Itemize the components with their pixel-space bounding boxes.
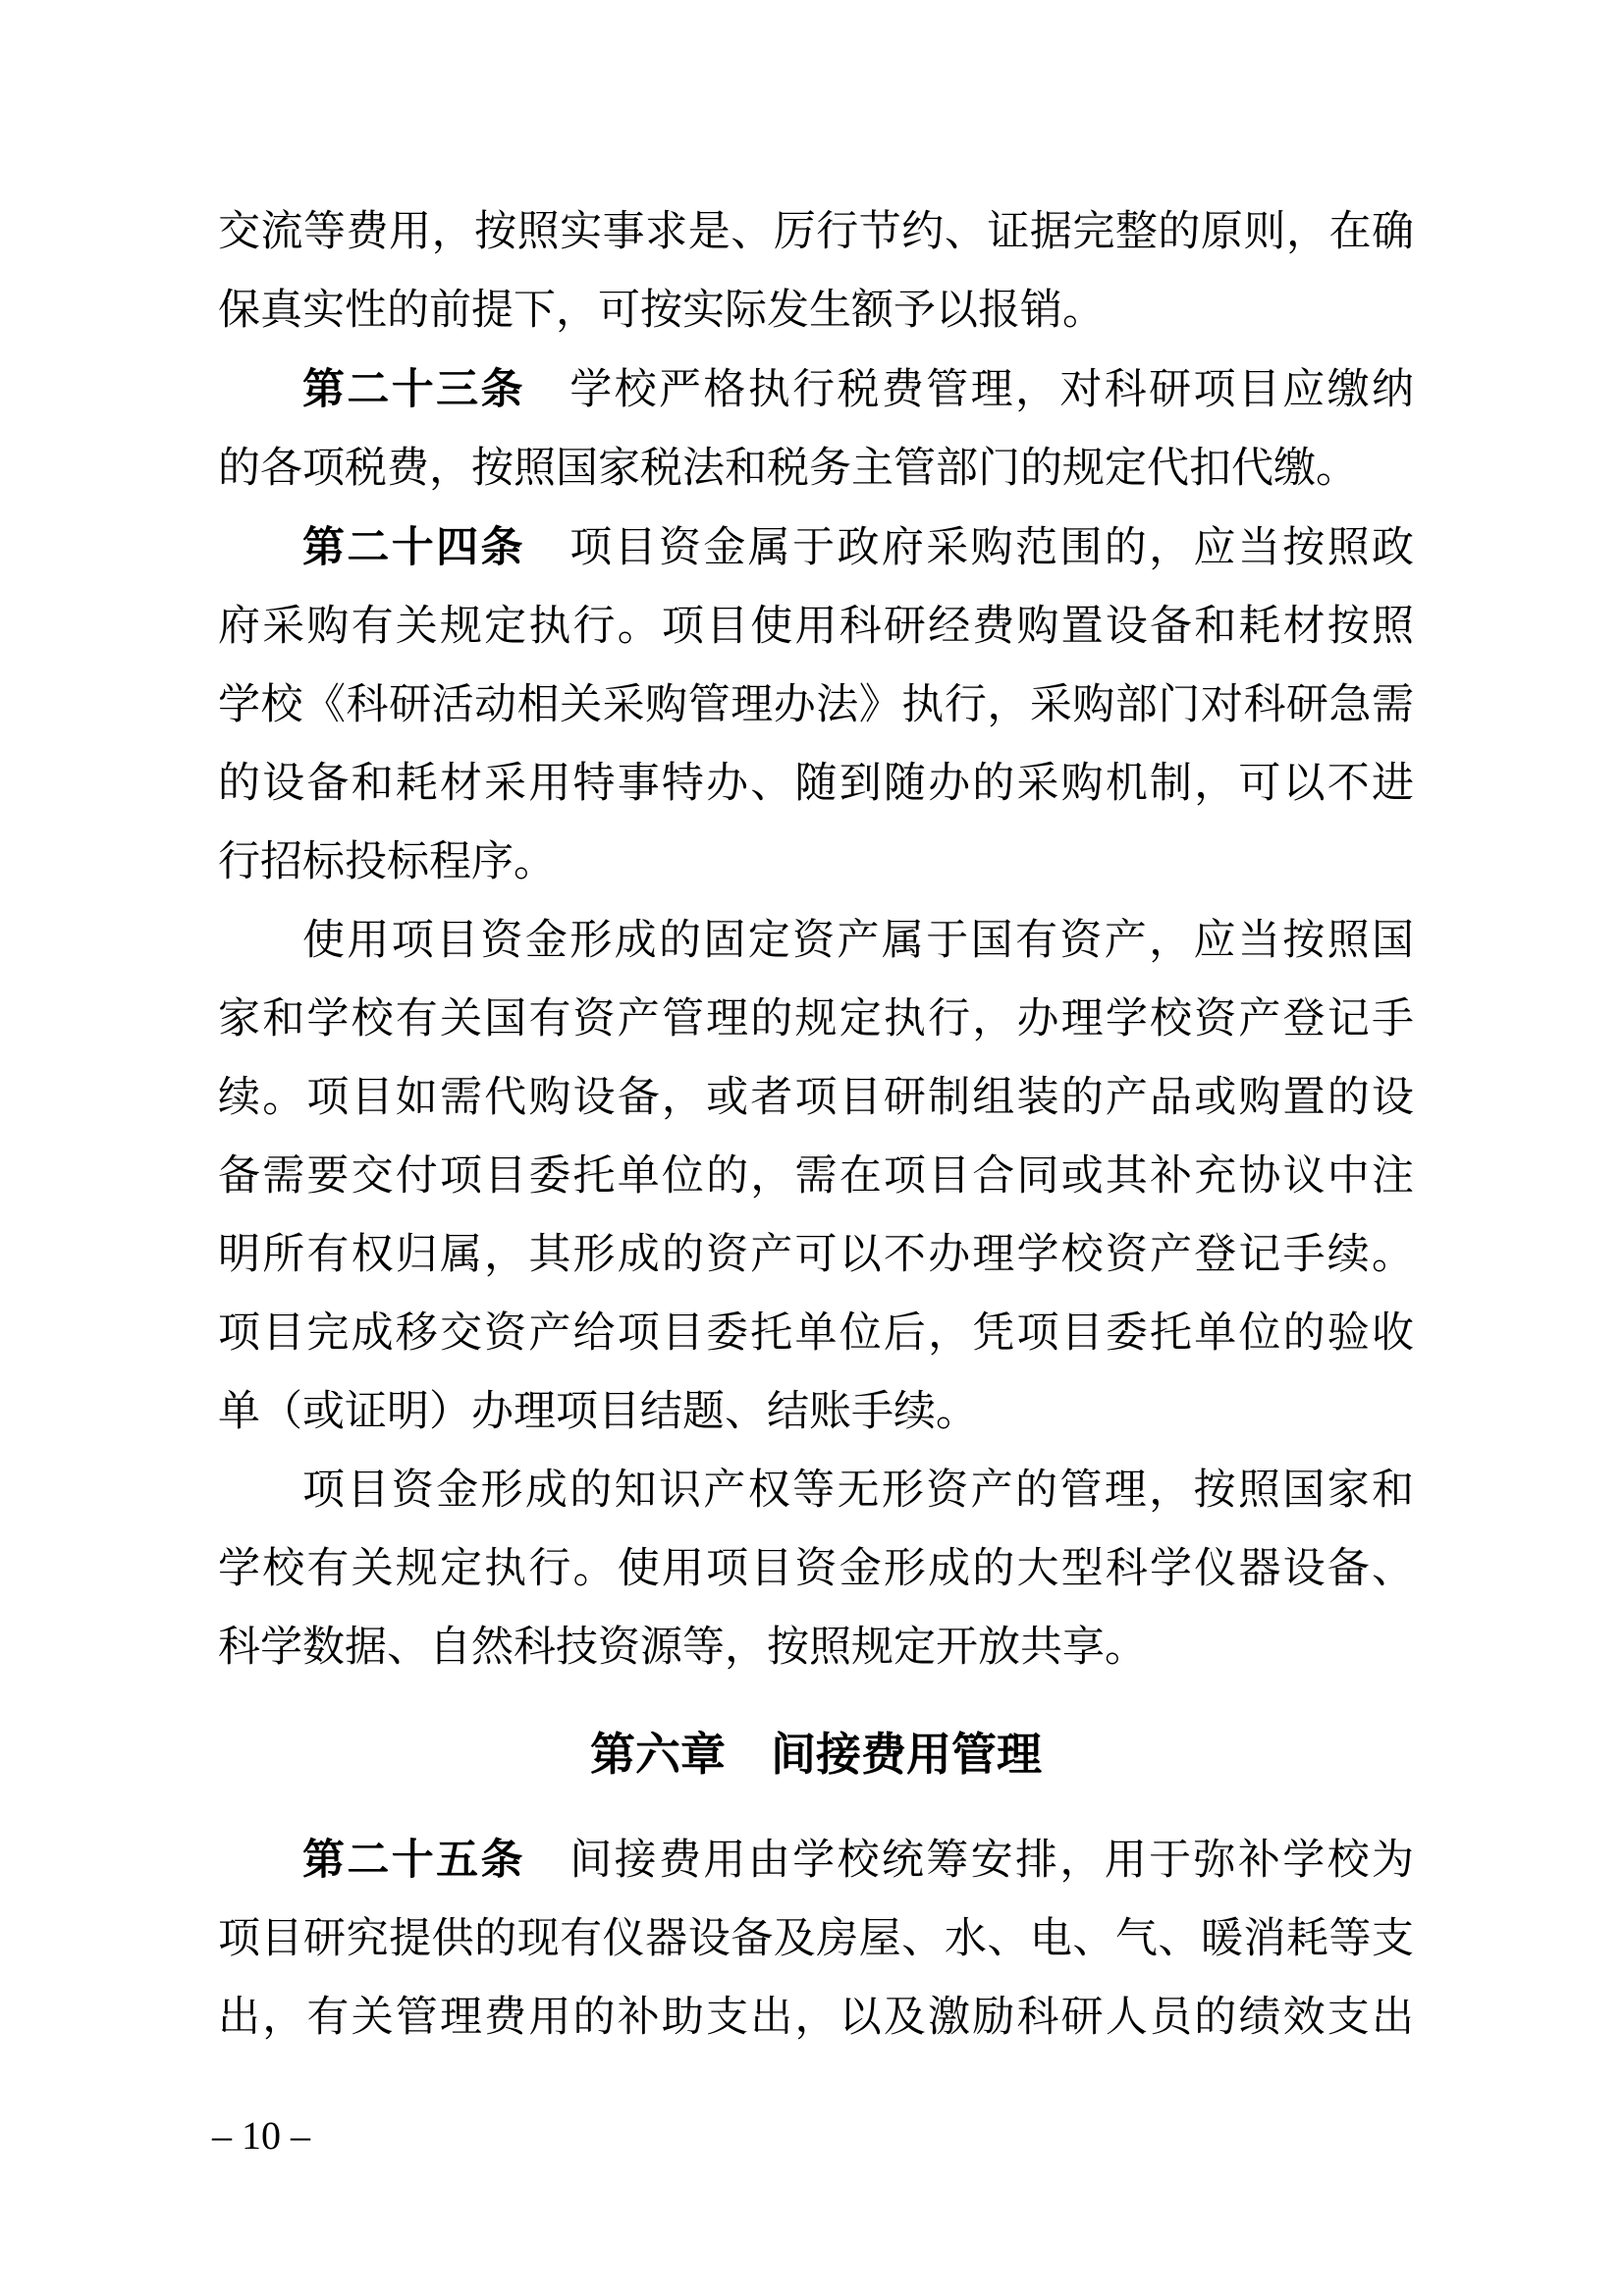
text-line xyxy=(218,1373,1414,1452)
body-text: 出，有关管理费用的补助支出，以及激励科研人员的绩效支出 xyxy=(218,1995,1414,2041)
text-line xyxy=(218,1216,1414,1295)
text-line xyxy=(218,824,1414,902)
text-line xyxy=(218,1821,1414,1900)
text-line xyxy=(218,430,1414,508)
document-body xyxy=(218,193,1414,2057)
text-line xyxy=(218,981,1414,1059)
body-text: 使用项目资金形成的固定资产属于国有资产，应当按照国 xyxy=(302,918,1414,964)
bold-term: 第二十四条 xyxy=(302,524,525,571)
body-text: 行招标投标程序。 xyxy=(218,839,556,885)
body-text: 交流等费用，按照实事求是、厉行节约、证据完整的原则，在确 xyxy=(218,209,1414,255)
body-text: 项目完成移交资产给项目委托单位后，凭项目委托单位的验收 xyxy=(218,1310,1414,1357)
body-text: 保真实性的前提下，可按实际发生额予以报销。 xyxy=(218,288,1105,334)
body-text: 家和学校有关国有资产管理的规定执行，办理学校资产登记手 xyxy=(218,996,1414,1042)
text-line xyxy=(218,1138,1414,1216)
text-line xyxy=(218,1900,1414,1979)
body-text: 科学数据、自然科技资源等，按照规定开放共享。 xyxy=(218,1625,1147,1671)
body-text: 项目研究提供的现有仪器设备及房屋、水、电、气、暖消耗等支 xyxy=(218,1916,1414,1962)
bold-term: 第二十三条 xyxy=(302,366,525,413)
text-line xyxy=(218,588,1414,667)
body-text: 学校有关规定执行。使用项目资金形成的大型科学仪器设备、 xyxy=(218,1546,1414,1592)
text-line xyxy=(218,902,1414,981)
text-line xyxy=(218,1609,1414,1687)
text-line xyxy=(218,350,1414,430)
text-line xyxy=(218,1295,1414,1373)
body-text: 备需要交付项目委托单位的，需在项目合同或其补充协议中注 xyxy=(218,1153,1414,1200)
text-line xyxy=(218,508,1414,588)
chapter-heading xyxy=(218,1715,1414,1793)
page-footer xyxy=(212,2107,310,2165)
body-text: 学校《科研活动相关采购管理办法》执行，采购部门对科研急需 xyxy=(218,682,1414,728)
page-number: – 10 – xyxy=(212,2113,310,2158)
body-text: 学校严格执行税费管理，对科研项目应缴纳 xyxy=(524,367,1414,413)
text-line xyxy=(218,745,1414,824)
text-line xyxy=(218,1059,1414,1138)
body-text: 间接费用由学校统筹安排，用于弥补学校为 xyxy=(524,1838,1414,1884)
bold-term: 第二十五条 xyxy=(302,1837,525,1884)
body-text: 府采购有关规定执行。项目使用科研经费购置设备和耗材按照 xyxy=(218,604,1414,650)
text-line xyxy=(218,1452,1414,1530)
body-text: 的设备和耗材采用特事特办、随到随办的采购机制，可以不进 xyxy=(218,761,1414,807)
text-line xyxy=(218,667,1414,745)
text-line xyxy=(218,272,1414,350)
text-line xyxy=(218,193,1414,272)
body-text: 续。项目如需代购设备，或者项目研制组装的产品或购置的设 xyxy=(218,1075,1414,1121)
bold-term: 第六章 间接费用管理 xyxy=(590,1729,1042,1780)
body-text: 的各项税费，按照国家税法和税务主管部门的规定代扣代缴。 xyxy=(218,446,1358,492)
body-text: 明所有权归属，其形成的资产可以不办理学校资产登记手续。 xyxy=(218,1232,1414,1278)
body-text: 项目资金形成的知识产权等无形资产的管理，按照国家和 xyxy=(302,1468,1414,1514)
body-text: 单（或证明）办理项目结题、结账手续。 xyxy=(218,1389,978,1435)
body-text: 项目资金属于政府采购范围的，应当按照政 xyxy=(524,525,1414,571)
text-line xyxy=(218,1979,1414,2057)
text-line xyxy=(218,1530,1414,1609)
